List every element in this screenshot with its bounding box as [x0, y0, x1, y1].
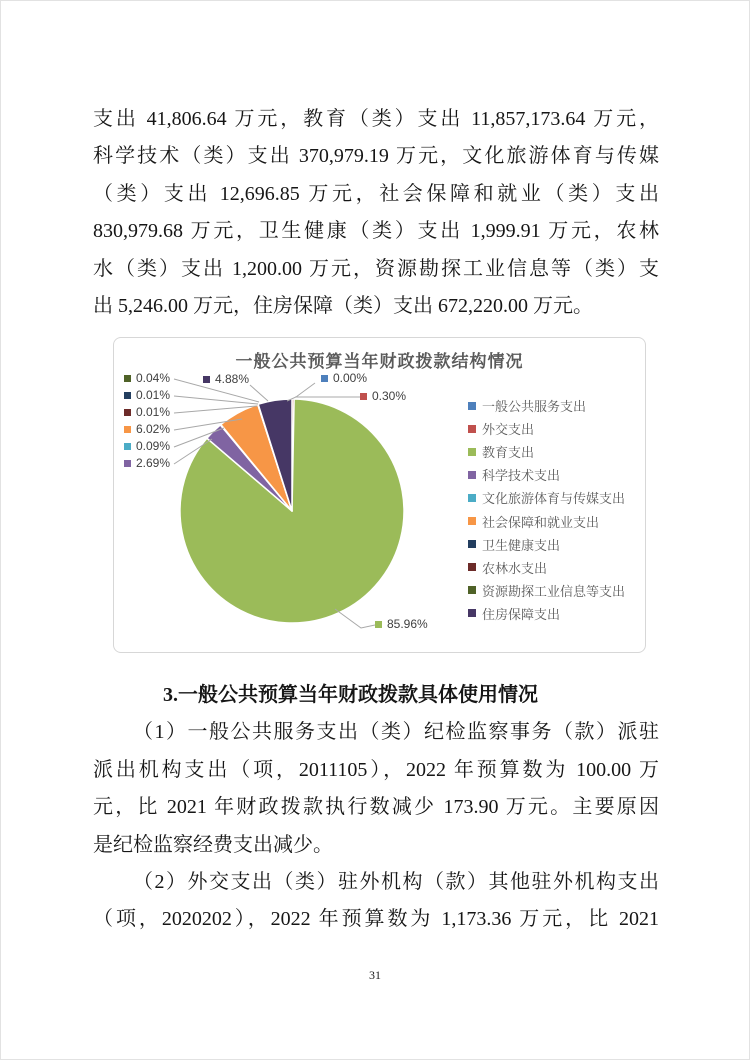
legend-label: 卫生健康支出	[482, 537, 561, 553]
legend-swatch-icon	[468, 609, 476, 617]
legend-item-6	[468, 533, 625, 556]
pie-label-3	[124, 456, 170, 470]
legend-swatch-icon	[468, 494, 476, 502]
text-line: 科学技术（类）支出 370,979.19 万元，文化旅游体育与传媒	[93, 145, 659, 168]
legend-label: 科学技术支出	[482, 468, 561, 484]
leader-line-6	[174, 396, 258, 404]
label-value: 0.09%	[136, 439, 171, 453]
label-swatch-icon	[124, 426, 131, 433]
legend-item-3	[468, 463, 625, 486]
legend-item-5	[468, 509, 625, 532]
pie-label-0	[321, 371, 367, 385]
label-value: 0.00%	[333, 371, 368, 385]
legend-label: 教育支出	[482, 445, 535, 461]
legend-label: 一般公共服务支出	[482, 399, 587, 415]
pie-label-7	[124, 405, 170, 419]
text-line: 派出机构支出（项，2011105），2022 年预算数为 100.00 万	[93, 758, 659, 781]
legend-item-1	[468, 417, 625, 440]
label-swatch-icon	[203, 376, 210, 383]
label-swatch-icon	[124, 409, 131, 416]
section-heading: 3.一般公共预算当年财政拨款具体使用情况	[163, 684, 538, 706]
text-line: 830,979.68 万元，卫生健康（类）支出 1,999.91 万元，农林	[93, 220, 659, 243]
pie-label-8	[124, 371, 170, 385]
page-number: 31	[369, 968, 381, 982]
text-line: （2）外交支出（类）驻外机构（款）其他驻外机构支出	[133, 870, 659, 893]
leader-line-9	[250, 385, 268, 401]
legend-label: 住房保障支出	[482, 606, 561, 622]
legend-label: 资源勘探工业信息等支出	[482, 583, 626, 599]
legend-swatch-icon	[468, 402, 476, 410]
paragraph-expenditure-breakdown	[93, 101, 659, 325]
pie-label-6	[124, 388, 170, 402]
paragraph-diplomacy	[93, 864, 659, 939]
text-line: 元，比 2021 年财政拨款执行数减少 173.90 万元。主要原因	[93, 796, 659, 819]
label-value: 6.02%	[136, 422, 171, 436]
pie-label-4	[124, 439, 170, 453]
legend-item-4	[468, 486, 625, 509]
legend-item-9	[468, 602, 625, 625]
chart-title: 一般公共预算当年财政拨款结构情况	[235, 352, 524, 371]
legend-label: 社会保障和就业支出	[482, 514, 600, 530]
label-value: 0.01%	[136, 388, 171, 402]
label-swatch-icon	[124, 460, 131, 467]
text-line: （项，2020202），2022 年预算数为 1,173.36 万元，比 2021	[93, 908, 659, 931]
text-line: （类）支出 12,696.85 万元，社会保障和就业（类）支出	[93, 182, 659, 205]
label-swatch-icon	[375, 621, 382, 628]
label-value: 85.96%	[387, 617, 428, 631]
pie-label-2	[375, 617, 428, 631]
label-swatch-icon	[124, 392, 131, 399]
text-line: 支出 41,806.64 万元，教育（类）支出 11,857,173.64 万元，	[93, 108, 659, 130]
legend-swatch-icon	[468, 586, 476, 594]
legend-swatch-icon	[468, 471, 476, 479]
legend-label: 文化旅游体育与传媒支出	[482, 491, 626, 507]
label-value: 4.88%	[215, 372, 250, 386]
text-line: 水（类）支出 1,200.00 万元，资源勘探工业信息等（类）支	[93, 257, 659, 280]
label-value: 0.04%	[136, 371, 171, 385]
label-swatch-icon	[321, 375, 328, 382]
legend-item-0	[468, 394, 625, 417]
pie-label-1	[360, 389, 406, 403]
label-swatch-icon	[360, 393, 367, 400]
budget-structure-chart	[113, 337, 646, 653]
text-line: （1）一般公共服务支出（类）纪检监察事务（款）派驻	[133, 721, 659, 744]
legend-swatch-icon	[468, 517, 476, 525]
label-swatch-icon	[124, 443, 131, 450]
legend-swatch-icon	[468, 540, 476, 548]
pie-label-5	[124, 422, 170, 436]
pie-label-9	[203, 372, 249, 386]
legend-swatch-icon	[468, 425, 476, 433]
section-usage-details	[93, 677, 659, 939]
legend-label: 农林水支出	[482, 560, 548, 576]
legend-item-7	[468, 556, 625, 579]
legend-item-2	[468, 440, 625, 463]
label-value: 0.30%	[372, 389, 407, 403]
legend-label: 外交支出	[482, 422, 535, 438]
legend-swatch-icon	[468, 563, 476, 571]
chart-legend	[468, 394, 625, 625]
label-value: 0.01%	[136, 405, 171, 419]
legend-swatch-icon	[468, 448, 476, 456]
text-line: 是纪检监察经费支出减少。	[93, 833, 333, 856]
label-swatch-icon	[124, 375, 131, 382]
paragraph-general-public-service	[93, 714, 659, 864]
legend-item-8	[468, 579, 625, 602]
text-line: 出 5,246.00 万元，住房保障（类）支出 672,220.00 万元。	[93, 294, 593, 317]
label-value: 2.69%	[136, 456, 171, 470]
